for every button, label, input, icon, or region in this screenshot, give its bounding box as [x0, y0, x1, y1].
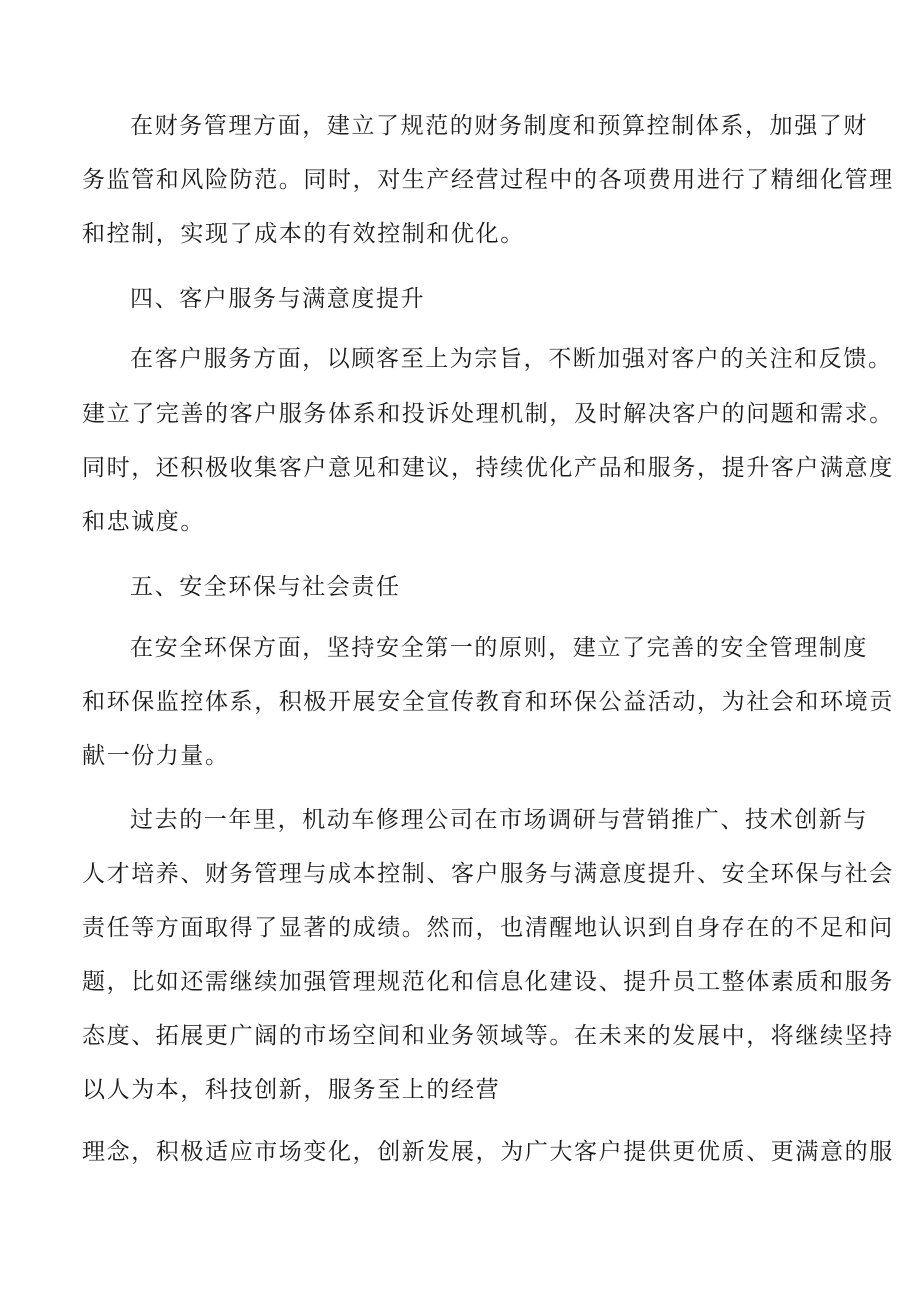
paragraph-summary-line-1: 过去的一年里，机动车修理公司在市场调研与营销推广、技术创新与	[130, 807, 868, 833]
paragraph-summary-line-2: 人才培养、财务管理与成本控制、客户服务与满意度提升、安全环保与社会	[82, 861, 894, 887]
paragraph-summary-line-5: 态度、拓展更广阔的市场空间和业务领域等。在未来的发展中，将继续坚持	[82, 1023, 894, 1049]
paragraph-customer-line-4: 和忠诚度。	[82, 509, 205, 535]
paragraph-customer-line-1: 在客户服务方面，以顾客至上为宗旨，不断加强对客户的关注和反馈。	[130, 346, 893, 372]
heading-section-5: 五、安全环保与社会责任	[130, 574, 401, 600]
paragraph-safety-line-1: 在安全环保方面，坚持安全第一的原则，建立了完善的安全管理制度	[130, 635, 868, 661]
paragraph-safety-line-3: 献一份力量。	[82, 743, 230, 769]
paragraph-finance-line-3: 和控制，实现了成本的有效控制和优化。	[82, 221, 525, 247]
paragraph-summary-line-4: 题，比如还需继续加强管理规范化和信息化建设、提升员工整体素质和服务	[82, 969, 894, 995]
paragraph-finance-line-1: 在财务管理方面，建立了规范的财务制度和预算控制体系，加强了财	[130, 113, 868, 139]
paragraph-safety-line-2: 和环保监控体系，积极开展安全宣传教育和环保公益活动，为社会和环境贡	[82, 689, 894, 715]
paragraph-customer-line-2: 建立了完善的客户服务体系和投诉处理机制，及时解决客户的问题和需求。	[82, 401, 894, 427]
paragraph-summary-line-6: 以人为本，科技创新，服务至上的经营	[82, 1077, 501, 1103]
paragraph-customer-line-3: 同时，还积极收集客户意见和建议，持续优化产品和服务，提升客户满意度	[82, 455, 894, 481]
paragraph-summary-line-3: 责任等方面取得了显著的成绩。然而，也清醒地认识到自身存在的不足和问	[82, 915, 894, 941]
heading-section-4: 四、客户服务与满意度提升	[130, 286, 426, 312]
paragraph-continuation-line-1: 理念，积极适应市场变化，创新发展，为广大客户提供更优质、更满意的服	[82, 1139, 894, 1165]
paragraph-finance-line-2: 务监管和风险防范。同时，对生产经营过程中的各项费用进行了精细化管理	[82, 167, 894, 193]
